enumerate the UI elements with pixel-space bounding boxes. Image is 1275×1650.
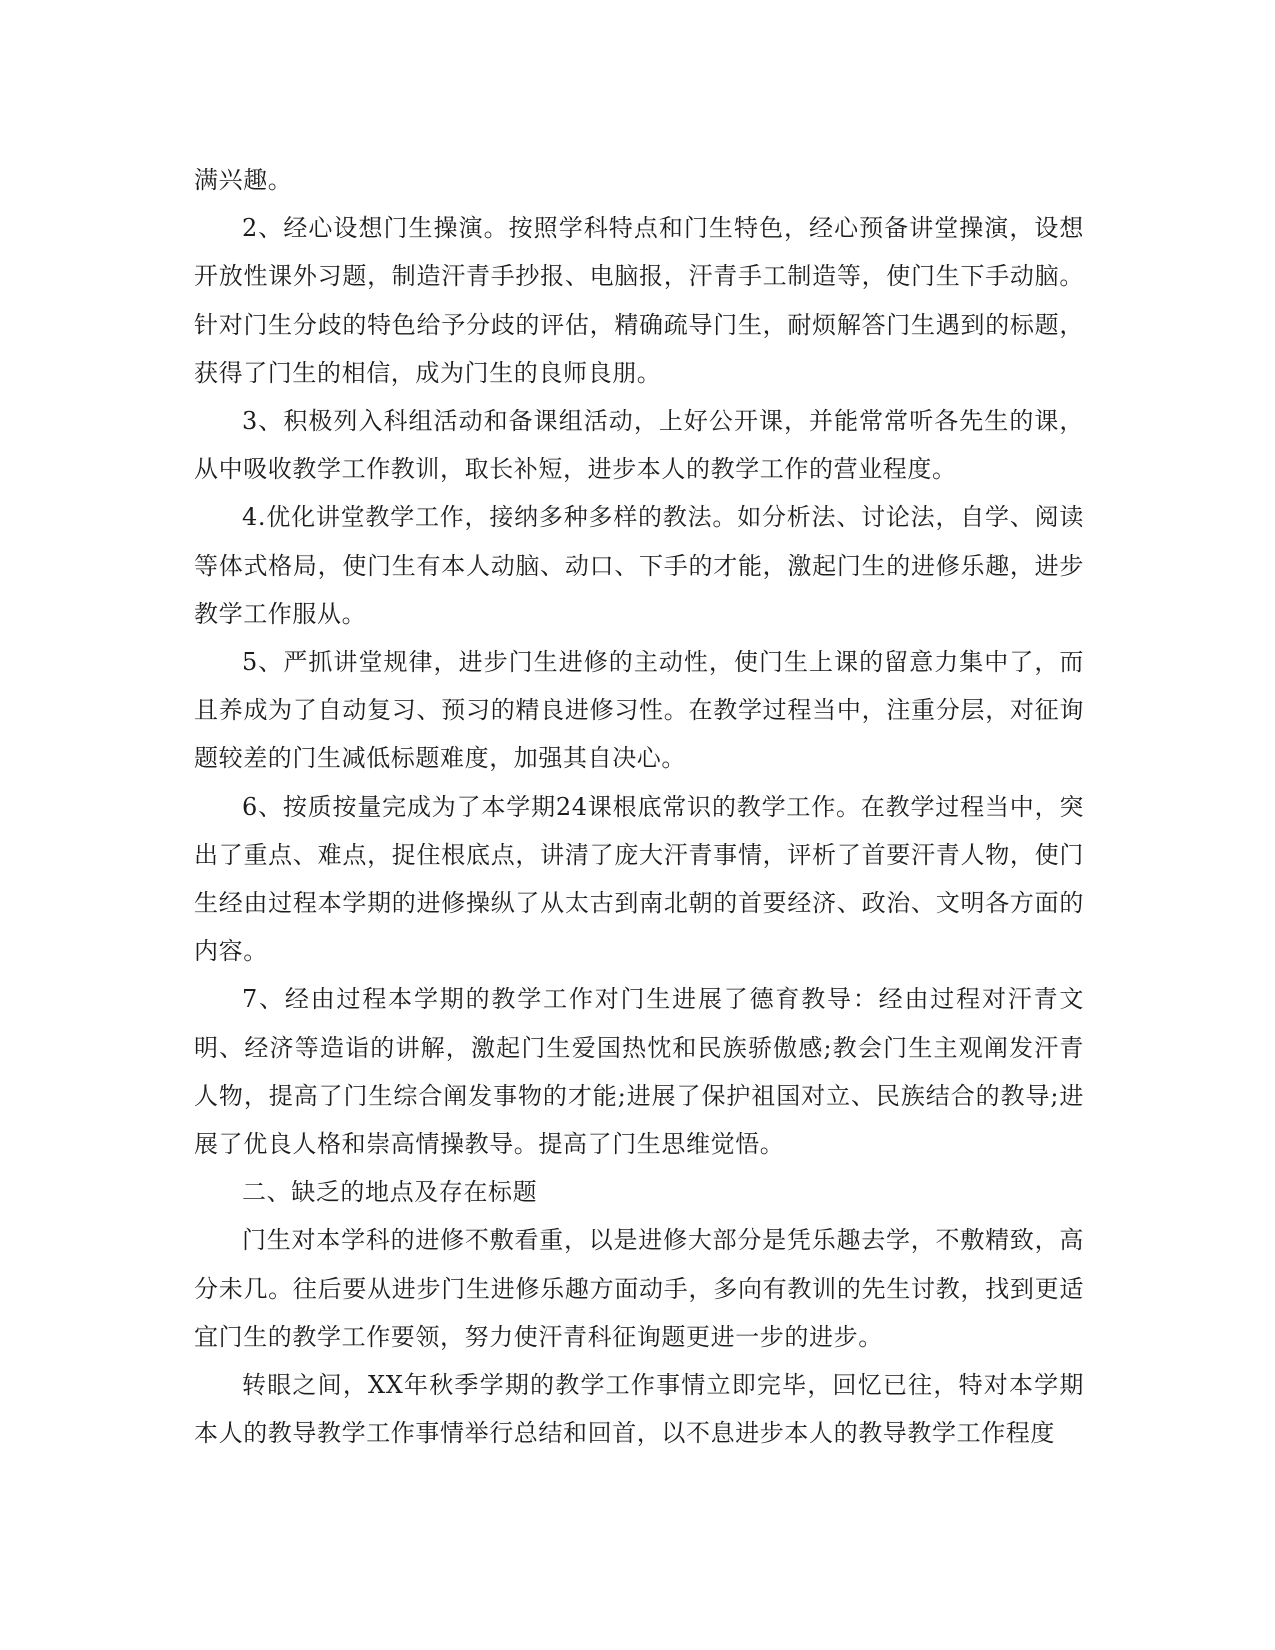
section-heading: 二、缺乏的地点及存在标题	[242, 1178, 538, 1207]
paragraph: 6、按质按量完成为了本学期24课根底常识的教学工作。在教学过程当中，突出了重点、难点，捉住根底点，讲清了庞大汗青事情，评析了首要汗青人物，使门生经由过程本学期的进修操纵了从太古到南北朝的首要经济、政治、文明各方面的内容。	[194, 792, 1084, 966]
document-body	[194, 156, 1084, 1457]
paragraph: 5、严抓讲堂规律，进步门生进修的主动性，使门生上课的留意力集中了，而且养成为了自动复习、预习的精良进修习性。在教学过程当中，注重分层，对征询题较差的门生减低标题难度，加强其自决心。	[194, 648, 1084, 773]
paragraph: 2、经心设想门生操演。按照学科特点和门生特色，经心预备讲堂操演，设想开放性课外习题，制造汗青手抄报、电脑报，汗青手工制造等，使门生下手动脑。针对门生分歧的特色给予分歧的评估，精确疏导门生，耐烦解答门生遇到的标题，获得了门生的相信，成为门生的良师良朋。	[194, 214, 1084, 387]
paragraph: 4.优化讲堂教学工作，接纳多种多样的教法。如分析法、讨论法，自学、阅读等体式格局，使门生有本人动脑、动口、下手的才能，激起门生的进修乐趣，进步教学工作服从。	[194, 503, 1084, 628]
paragraph: 7、经由过程本学期的教学工作对门生进展了德育教导：经由过程对汗青文明、经济等造诣的讲解，激起门生爱国热忱和民族骄傲感;教会门生主观阐发汗青人物，提高了门生综合阐发事物的才能;进展了保护祖国对立、民族结合的教导;进展了优良人格和崇高情操教导。提高了门生思维觉悟。	[194, 985, 1084, 1159]
paragraph: 3、积极列入科组活动和备课组活动，上好公开课，并能常常听各先生的课，从中吸收教学工作教训，取长补短，进步本人的教学工作的营业程度。	[194, 407, 1084, 484]
paragraph: 满兴趣。	[194, 166, 293, 194]
paragraph: 门生对本学科的进修不敷看重，以是进修大部分是凭乐趣去学，不敷精致，高分未几。往后要从进步门生进修乐趣方面动手，多向有教训的先生讨教，找到更适宜门生的教学工作要领，努力使汗青科征询题更进一步的进步。	[194, 1226, 1084, 1351]
paragraph: 转眼之间，XX年秋季学期的教学工作事情立即完毕，回忆已往，特对本学期本人的教导教学工作事情举行总结和回首，以不息进步本人的教导教学工作程度	[194, 1371, 1084, 1448]
